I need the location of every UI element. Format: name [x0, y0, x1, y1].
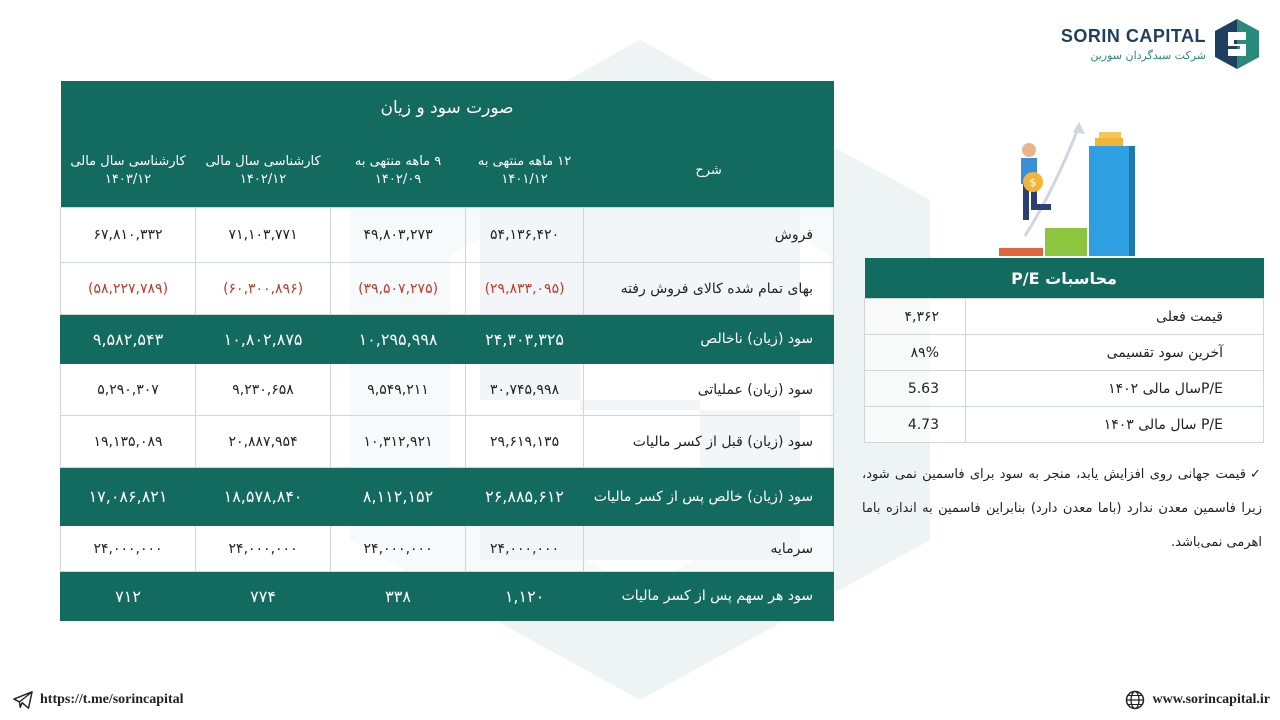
cell-value: ۲۴,۰۰۰,۰۰۰ — [61, 526, 196, 572]
row-operating-profit — [61, 364, 834, 416]
cell-value: ۱,۱۲۰ — [466, 572, 584, 621]
pe-row-value: ۸۹% — [865, 335, 966, 371]
cell-value-negative: (۵۸,۲۲۷,۷۸۹) — [61, 263, 196, 315]
row-capital — [61, 526, 834, 572]
cell-value: ۱۹,۱۳۵,۰۸۹ — [61, 416, 196, 468]
pe-row-label: آخرین سود تقسیمی — [966, 335, 1264, 371]
cell-value: ۲۰,۸۸۷,۹۵۴ — [196, 416, 331, 468]
row-label: سود (زیان) خالص پس از کسر مالیات — [584, 468, 834, 526]
analysis-note — [862, 458, 1262, 560]
company-logo — [1061, 18, 1260, 70]
cell-value: ۱۰,۸۰۲,۸۷۵ — [196, 315, 331, 364]
row-label: سود هر سهم پس از کسر مالیات — [584, 572, 834, 621]
cell-value-negative: (۶۰,۳۰۰,۸۹۶) — [196, 263, 331, 315]
pe-table-title: محاسبات P/E — [865, 258, 1264, 299]
cell-value: ۷۱,۱۰۳,۷۷۱ — [196, 208, 331, 263]
header-est1402: کارشناسی سال مالی ۱۴۰۲/۱۲ — [196, 135, 331, 208]
cell-value: ۲۹,۶۱۹,۱۳۵ — [466, 416, 584, 468]
cell-value: ۲۴,۰۰۰,۰۰۰ — [466, 526, 584, 572]
row-label: بهای تمام شده کالای فروش رفته — [584, 263, 834, 315]
row-pretax-profit — [61, 416, 834, 468]
header-description: شرح — [584, 135, 834, 208]
row-label: سود (زیان) قبل از کسر مالیات — [584, 416, 834, 468]
row-gross-profit — [61, 315, 834, 364]
cell-value: ۶۷,۸۱۰,۳۳۲ — [61, 208, 196, 263]
cell-value: ۸,۱۱۲,۱۵۲ — [331, 468, 466, 526]
pe-row-label: قیمت فعلی — [966, 299, 1264, 335]
profit-loss-table — [60, 81, 834, 621]
pe-row-fy1403 — [865, 407, 1264, 443]
cell-value: ۲۶,۸۸۵,۶۱۲ — [466, 468, 584, 526]
telegram-icon — [12, 690, 34, 710]
pe-row-current-price — [865, 299, 1264, 335]
check-icon: ✓ — [1249, 467, 1263, 482]
cell-value: ۵۴,۱۳۶,۴۲۰ — [466, 208, 584, 263]
pe-row-value: 5.63 — [865, 371, 966, 407]
cell-value: ۹,۵۸۲,۵۴۳ — [61, 315, 196, 364]
cell-value: ۳۳۸ — [331, 572, 466, 621]
telegram-link[interactable] — [12, 690, 184, 710]
note-text: قیمت جهانی روی افزایش یابد، منجر به سود برای فاسمین نمی شود، زیرا فاسمین معدن ندارد (باما معدن دارد) بنابراین فاسمین به اندازه باما اهرمی نمی‌باشد. — [862, 467, 1262, 550]
row-eps — [61, 572, 834, 621]
pe-row-value: ۴,۳۶۲ — [865, 299, 966, 335]
cell-value: ۹,۵۴۹,۲۱۱ — [331, 364, 466, 416]
row-label: سود (زیان) عملیاتی — [584, 364, 834, 416]
growth-illustration — [995, 118, 1145, 258]
globe-icon — [1125, 690, 1145, 710]
row-label: فروش — [584, 208, 834, 263]
cell-value: ۱۰,۲۹۵,۹۹۸ — [331, 315, 466, 364]
svg-text:$: $ — [1029, 176, 1037, 189]
cell-value: ۵,۲۹۰,۳۰۷ — [61, 364, 196, 416]
row-label: سود (زیان) ناخالص — [584, 315, 834, 364]
header-est1403: کارشناسی سال مالی ۱۴۰۳/۱۲ — [61, 135, 196, 208]
pe-row-value: 4.73 — [865, 407, 966, 443]
cell-value: ۳۰,۷۴۵,۹۹۸ — [466, 364, 584, 416]
cell-value: ۱۸,۵۷۸,۸۴۰ — [196, 468, 331, 526]
sorin-logo-icon — [1214, 18, 1260, 70]
cell-value: ۹,۲۳۰,۶۵۸ — [196, 364, 331, 416]
row-net-profit — [61, 468, 834, 526]
cell-value-negative: (۳۹,۵۰۷,۲۷۵) — [331, 263, 466, 315]
cell-value-negative: (۲۹,۸۳۳,۰۹۵) — [466, 263, 584, 315]
website-url[interactable]: www.sorincapital.ir — [1152, 692, 1270, 707]
pe-row-label: P/E سال مالی ۱۴۰۳ — [966, 407, 1264, 443]
header-fy1401: ۱۲ ماهه منتهی به ۱۴۰۱/۱۲ — [466, 135, 584, 208]
logo-name-en: SORIN CAPITAL — [1060, 26, 1206, 46]
pl-table-title: صورت سود و زیان — [61, 81, 834, 135]
pe-table — [864, 258, 1264, 443]
cell-value: ۲۴,۳۰۳,۳۲۵ — [466, 315, 584, 364]
logo-name-fa: شرکت سبدگردان سورین — [1090, 49, 1206, 62]
pe-row-last-dividend — [865, 335, 1264, 371]
pe-row-label: P/Eسال مالی ۱۴۰۲ — [966, 371, 1264, 407]
cell-value: ۱۷,۰۸۶,۸۲۱ — [61, 468, 196, 526]
cell-value: ۱۰,۳۱۲,۹۲۱ — [331, 416, 466, 468]
row-cogs — [61, 263, 834, 315]
row-label: سرمایه — [584, 526, 834, 572]
cell-value: ۷۱۲ — [61, 572, 196, 621]
cell-value: ۴۹,۸۰۳,۲۷۳ — [331, 208, 466, 263]
cell-value: ۷۷۴ — [196, 572, 331, 621]
cell-value: ۲۴,۰۰۰,۰۰۰ — [331, 526, 466, 572]
pe-row-fy1402 — [865, 371, 1264, 407]
header-9m1402: ۹ ماهه منتهی به ۱۴۰۲/۰۹ — [331, 135, 466, 208]
row-sales — [61, 208, 834, 263]
cell-value: ۲۴,۰۰۰,۰۰۰ — [196, 526, 331, 572]
telegram-url[interactable]: https://t.me/sorincapital — [40, 692, 184, 707]
website-link[interactable] — [1125, 690, 1270, 710]
